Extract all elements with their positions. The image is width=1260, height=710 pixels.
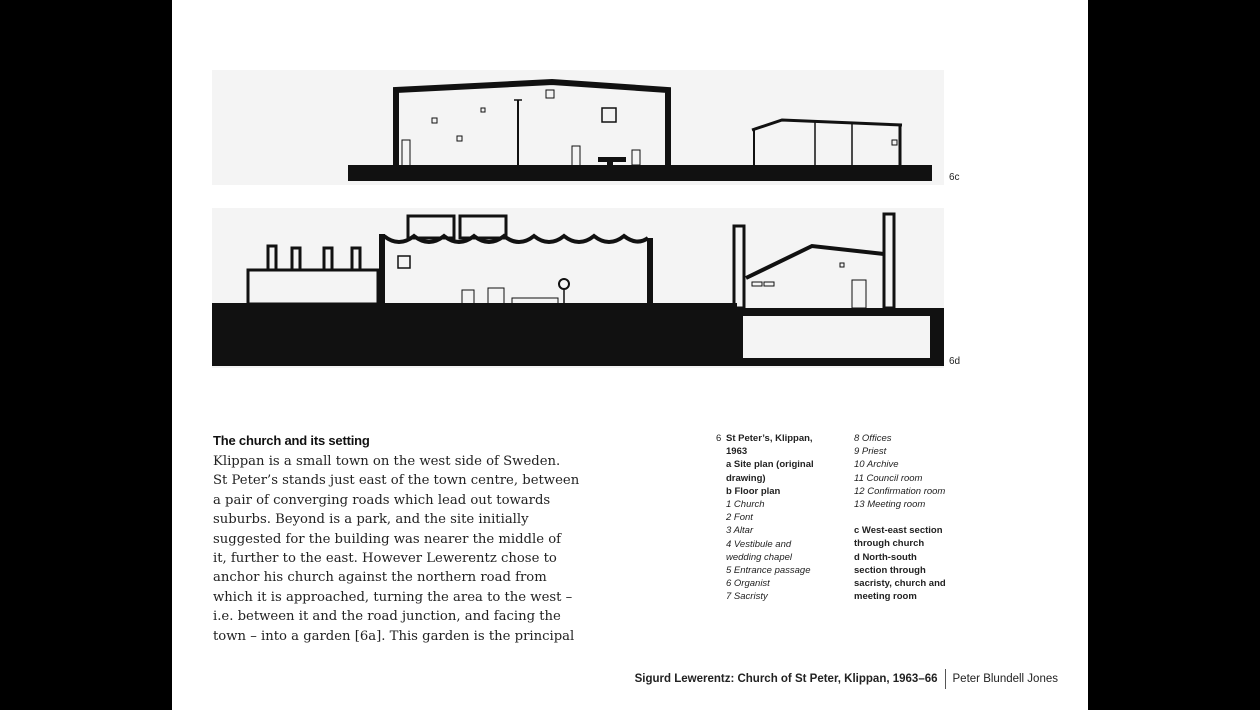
caption-c: c West-east section bbox=[854, 525, 943, 537]
caption-title: St Peter’s, Klippan, bbox=[726, 433, 813, 444]
caption-item: 11 Council room bbox=[854, 472, 923, 484]
caption-item: 2 Font bbox=[726, 512, 753, 524]
caption-item: 10 Archive bbox=[854, 459, 899, 471]
caption-item: 13 Meeting room bbox=[854, 499, 926, 511]
caption-a-cont: drawing) bbox=[726, 472, 766, 484]
section-heading: The church and its setting bbox=[213, 433, 370, 448]
caption-item: 1 Church bbox=[726, 499, 765, 511]
section-drawing-6c bbox=[212, 70, 944, 185]
body-line: anchor his church against the northern road from bbox=[213, 570, 547, 586]
page-footer bbox=[635, 669, 1058, 689]
caption-item: 3 Altar bbox=[726, 525, 754, 537]
caption-item: 9 Priest bbox=[854, 446, 887, 458]
body-line: which it is approached, turning the area to the west – bbox=[213, 589, 573, 605]
book-page bbox=[172, 0, 1088, 710]
body-line: suburbs. Beyond is a park, and the site initially bbox=[213, 512, 529, 528]
footer-title: Sigurd Lewerentz: Church of St Peter, Klippan, 1963–66 bbox=[634, 673, 938, 685]
section-drawing-6d bbox=[212, 208, 944, 368]
article-body bbox=[213, 452, 580, 646]
caption-left-column bbox=[726, 432, 814, 604]
caption-item: 5 Entrance passage bbox=[726, 565, 811, 577]
caption-item: 12 Confirmation room bbox=[854, 485, 946, 497]
body-line: suggested for the building was nearer the middle of bbox=[213, 531, 562, 547]
caption-item: wedding chapel bbox=[726, 551, 793, 563]
figure-label-6c: 6c bbox=[949, 172, 960, 183]
caption-b: b Floor plan bbox=[726, 485, 781, 497]
body-line: i.e. between it and the road junction, and facing the bbox=[213, 609, 561, 625]
figure-label-6d: 6d bbox=[949, 356, 961, 367]
caption-d-cont: section through bbox=[854, 564, 926, 576]
caption-d-cont: meeting room bbox=[854, 591, 917, 603]
caption-a: a Site plan (original bbox=[726, 459, 814, 471]
caption-item: 8 Offices bbox=[854, 433, 892, 444]
caption-item: 4 Vestibule and bbox=[726, 538, 792, 550]
body-line: Klippan is a small town on the west side of Sweden. bbox=[213, 454, 561, 469]
body-line: town – into a garden [6a]. This garden is the principal bbox=[213, 628, 575, 644]
footer-author: Peter Blundell Jones bbox=[952, 673, 1058, 685]
footer-divider bbox=[945, 669, 946, 689]
caption-item: 6 Organist bbox=[726, 578, 770, 590]
caption-c-cont: through church bbox=[854, 538, 925, 550]
caption-title-year: 1963 bbox=[726, 446, 748, 458]
body-line: a pair of converging roads which lead out towards bbox=[213, 492, 551, 508]
caption-item: 7 Sacristy bbox=[726, 591, 768, 603]
body-line: it, further to the east. However Lewerentz chose to bbox=[213, 551, 557, 567]
caption-d-cont: sacristy, church and bbox=[854, 578, 946, 590]
body-line: St Peter’s stands just east of the town centre, between bbox=[213, 473, 580, 489]
caption-d: d North-south bbox=[854, 551, 917, 563]
caption-number: 6 bbox=[716, 433, 722, 444]
caption-right-column bbox=[854, 432, 946, 603]
